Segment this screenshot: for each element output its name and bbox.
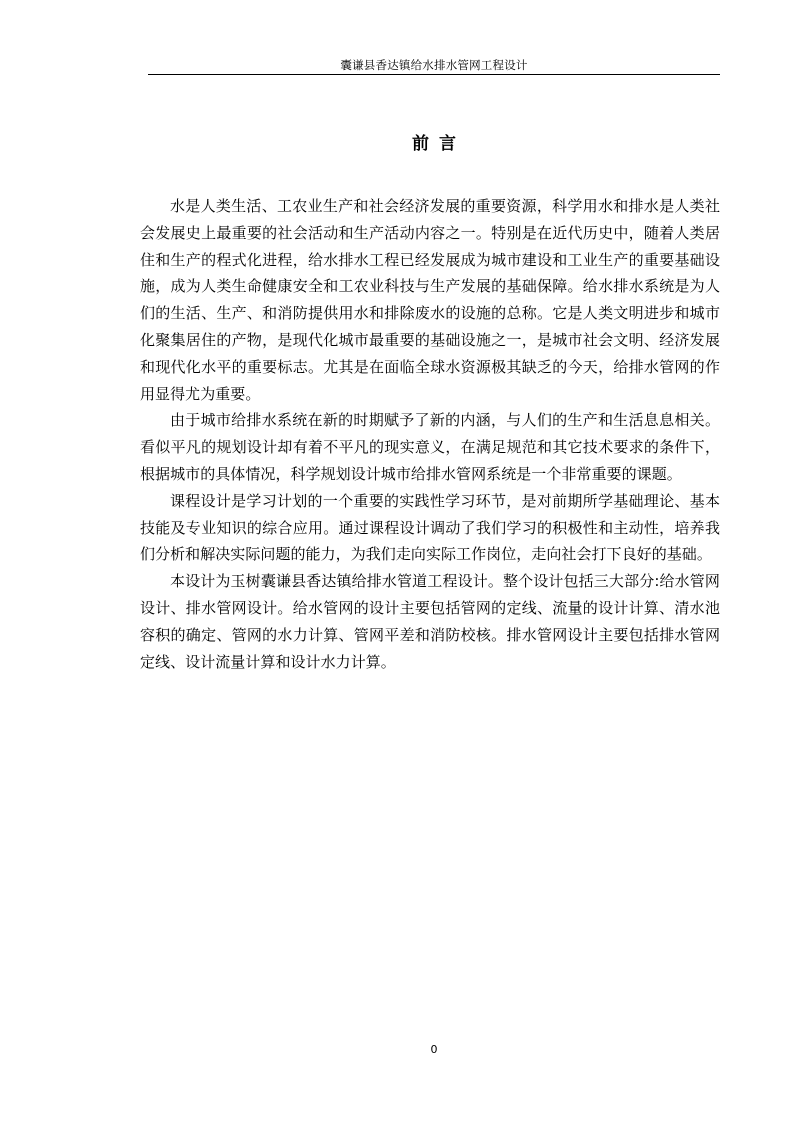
paragraph-4: 本设计为玉树囊谦县香达镇给排水管道工程设计。整个设计包括三大部分:给水管网设计、排水管网设计。给水管网的设计主要包括管网的定线、流量的设计计算、清水池容积的确定、管网的水力计算、管网平差和消防校核。排水管网设计主要包括排水管网定线、设计流量计算和设计水力计算。: [140, 572, 720, 671]
page-number: 0: [430, 1043, 438, 1056]
paragraph-1: 水是人类生活、工农业生产和社会经济发展的重要资源，科学用水和排水是人类社会发展史上最重要的社会活动和生产活动内容之一。特别是在近代历史中，随着人类居住和生产的程式化进程，给水排水工程已经发展成为城市建设和工业生产的重要基础设施，成为人类生命健康安全和工农业科技与生产发展的基础保障。给水排水系统是为人们的生活、生产、和消防提供用水和排除废水的设施的总称。它是人类文明进步和城市化聚集居住的产物，是现代化城市最重要的基础设施之一，是城市社会文明、经济发展和现代化水平的重要标志。尤其是在面临全球水资源极其缺乏的今天，给排水管网的作用显得尤为重要。: [140, 197, 720, 403]
paragraph-2: 由于城市给排水系统在新的时期赋予了新的内涵，与人们的生产和生活息息相关。看似平凡的规划设计却有着不平凡的现实意义，在满足规范和其它技术要求的条件下，根据城市的具体情况，科学规划设计城市给排水管网系统是一个非常重要的课题。: [140, 411, 720, 483]
paragraph-3: 课程设计是学习计划的一个重要的实践性学习环节，是对前期所学基础理论、基本技能及专业知识的综合应用。通过课程设计调动了我们学习的积极性和主动性，培养我们分析和解决实际问题的能力，为我们走向实际工作岗位，走向社会打下良好的基础。: [140, 491, 720, 564]
running-header: 囊谦县香达镇给水排水管网工程设计: [148, 56, 720, 75]
page-title: 前言: [412, 134, 466, 154]
body-text: [140, 193, 720, 675]
